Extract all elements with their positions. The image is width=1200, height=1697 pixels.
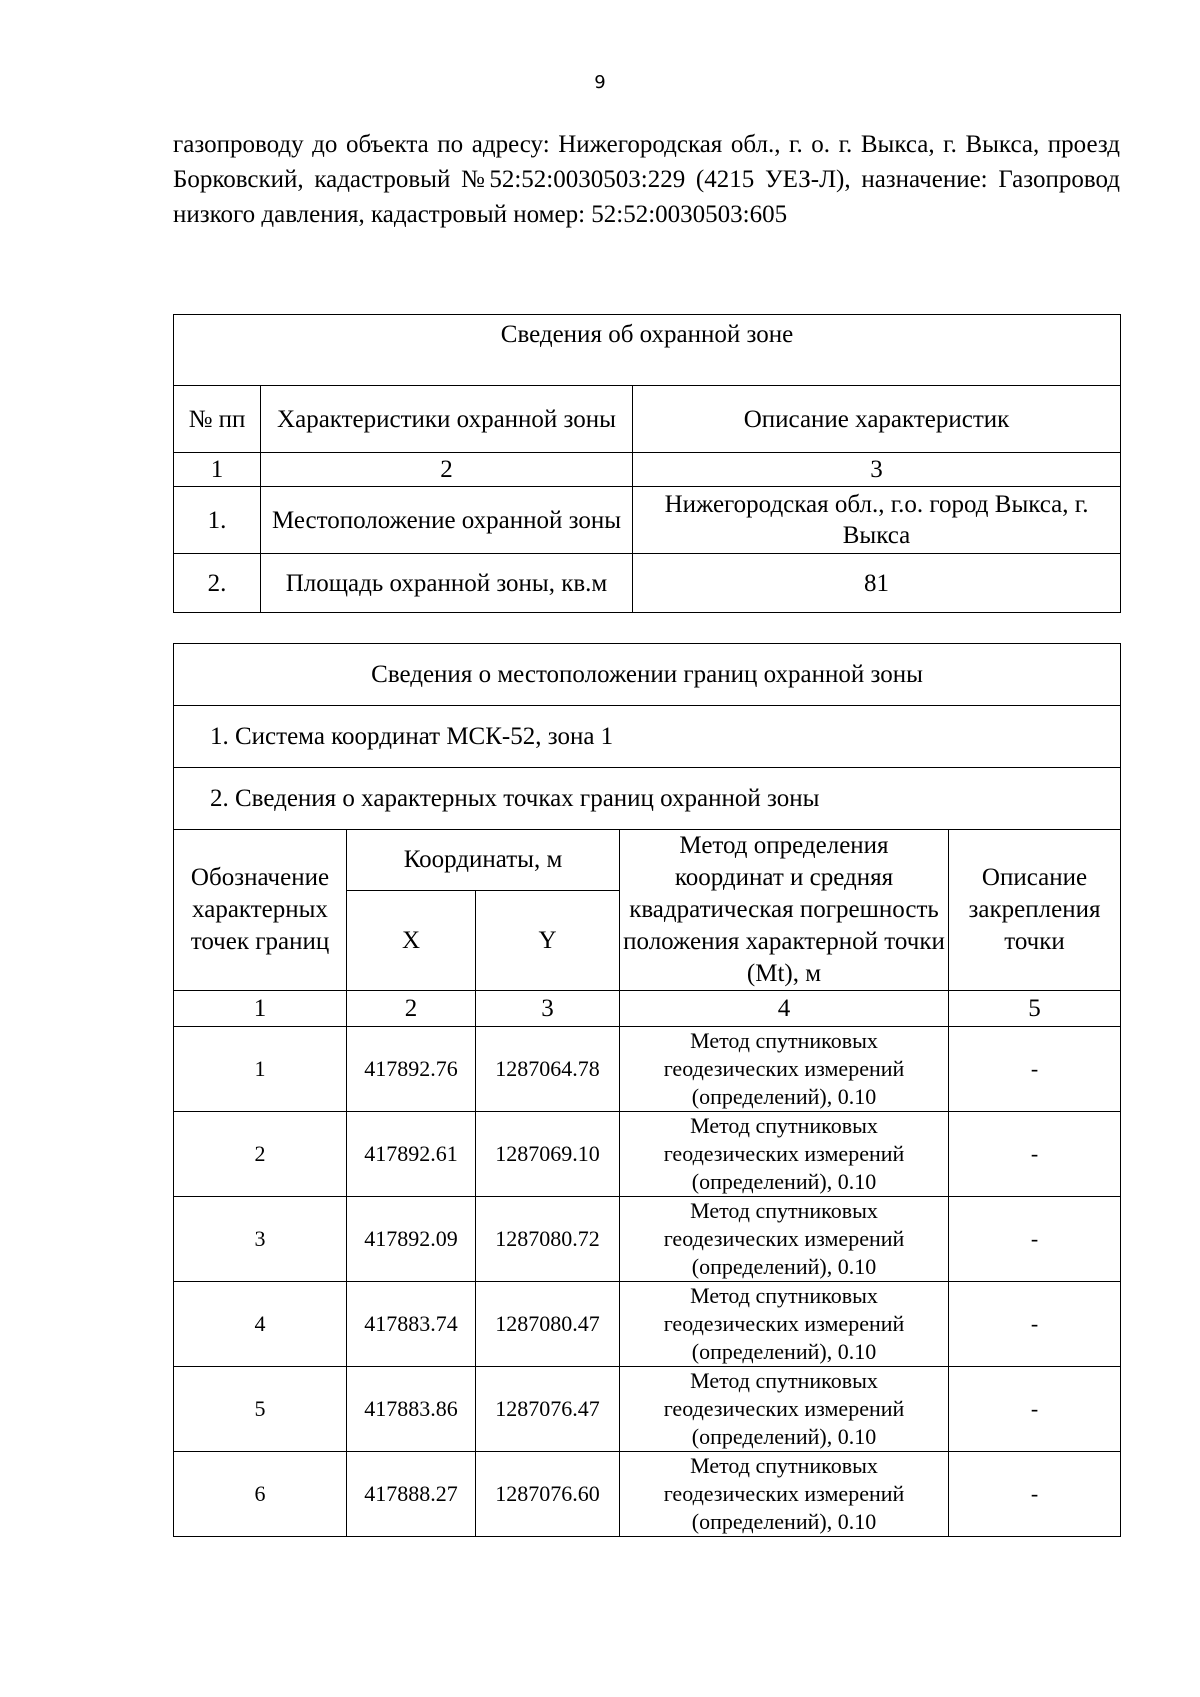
table-row bbox=[174, 1367, 1121, 1452]
intro-line: газопроводу до объекта по адресу: Нижегородская обл., г. о. г. Выкса, г. Выкса, bbox=[173, 131, 1040, 158]
table-row bbox=[174, 1027, 1121, 1112]
point-method: Метод спутниковых геодезических измерений (определений), 0.10 bbox=[620, 1367, 949, 1452]
point-fixing: - bbox=[949, 1452, 1121, 1537]
point-fixing: - bbox=[949, 1367, 1121, 1452]
point-method: Метод спутниковых геодезических измерений (определений), 0.10 bbox=[620, 1027, 949, 1112]
points-title: 2. Сведения о характерных точках границ охранной зоны bbox=[174, 768, 1121, 830]
table-row bbox=[174, 1112, 1121, 1197]
point-number: 2 bbox=[174, 1112, 347, 1197]
point-x: 417888.27 bbox=[347, 1452, 476, 1537]
table-row bbox=[174, 1197, 1121, 1282]
column-number: 1 bbox=[174, 453, 261, 487]
intro-line: проезд Борковский, кадастровый №52:52:0030503:229 (4215 УЕЗ-Л), bbox=[173, 131, 1121, 193]
column-number: 3 bbox=[633, 453, 1121, 487]
point-x: 417892.61 bbox=[347, 1112, 476, 1197]
table-row bbox=[174, 1452, 1121, 1537]
point-x: 417883.86 bbox=[347, 1367, 476, 1452]
header-fixing: Описание закрепления точки bbox=[949, 830, 1121, 991]
point-number: 5 bbox=[174, 1367, 347, 1452]
intro-line: назначение: Газопровод низкого давления, кадастровый номер: bbox=[173, 166, 1120, 228]
point-method: Метод спутниковых геодезических измерений (определений), 0.10 bbox=[620, 1197, 949, 1282]
boundary-table bbox=[173, 643, 1121, 1537]
intro-paragraph bbox=[173, 127, 1120, 232]
point-number: 6 bbox=[174, 1452, 347, 1537]
point-fixing: - bbox=[949, 1282, 1121, 1367]
point-number: 4 bbox=[174, 1282, 347, 1367]
point-y: 1287080.47 bbox=[476, 1282, 620, 1367]
point-number: 3 bbox=[174, 1197, 347, 1282]
point-y: 1287076.47 bbox=[476, 1367, 620, 1452]
point-y: 1287069.10 bbox=[476, 1112, 620, 1197]
header-number: № пп bbox=[174, 386, 261, 453]
header-y: Y bbox=[476, 891, 620, 991]
point-x: 417892.09 bbox=[347, 1197, 476, 1282]
boundary-table-title: Сведения о местоположении границ охранной зоны bbox=[174, 644, 1121, 706]
point-fixing: - bbox=[949, 1027, 1121, 1112]
row-description: 81 bbox=[633, 554, 1121, 613]
row-number: 1. bbox=[174, 487, 261, 554]
coordinate-system: 1. Система координат МСК-52, зона 1 bbox=[174, 706, 1121, 768]
header-coordinates: Координаты, м bbox=[347, 830, 620, 891]
table-row bbox=[174, 1282, 1121, 1367]
intro-line: 52:52:0030503:605 bbox=[591, 201, 788, 228]
header-characteristic: Характеристики охранной зоны bbox=[261, 386, 633, 453]
point-number: 1 bbox=[174, 1027, 347, 1112]
page-number: 9 bbox=[594, 72, 606, 93]
header-method: Метод определения координат и средняя квадратическая погрешность положения характерной точки (Mt), м bbox=[620, 830, 949, 991]
table-row bbox=[174, 554, 1121, 613]
point-fixing: - bbox=[949, 1112, 1121, 1197]
point-method: Метод спутниковых геодезических измерений (определений), 0.10 bbox=[620, 1452, 949, 1537]
point-method: Метод спутниковых геодезических измерений (определений), 0.10 bbox=[620, 1282, 949, 1367]
header-designation: Обозначение характерных точек границ bbox=[174, 830, 347, 991]
point-x: 417883.74 bbox=[347, 1282, 476, 1367]
column-number: 1 bbox=[174, 991, 347, 1027]
point-y: 1287064.78 bbox=[476, 1027, 620, 1112]
point-method: Метод спутниковых геодезических измерений (определений), 0.10 bbox=[620, 1112, 949, 1197]
column-number: 2 bbox=[347, 991, 476, 1027]
header-x: X bbox=[347, 891, 476, 991]
row-description: Нижегородская обл., г.о. город Выкса, г. Выкса bbox=[633, 487, 1121, 554]
row-characteristic: Площадь охранной зоны, кв.м bbox=[261, 554, 633, 613]
header-description: Описание характеристик bbox=[633, 386, 1121, 453]
table-row bbox=[174, 487, 1121, 554]
point-y: 1287076.60 bbox=[476, 1452, 620, 1537]
row-number: 2. bbox=[174, 554, 261, 613]
point-x: 417892.76 bbox=[347, 1027, 476, 1112]
protection-zone-table bbox=[173, 314, 1121, 613]
point-fixing: - bbox=[949, 1197, 1121, 1282]
point-y: 1287080.72 bbox=[476, 1197, 620, 1282]
column-number: 5 bbox=[949, 991, 1121, 1027]
zone-table-title: Сведения об охранной зоне bbox=[174, 315, 1121, 386]
row-characteristic: Местоположение охранной зоны bbox=[261, 487, 633, 554]
column-number: 4 bbox=[620, 991, 949, 1027]
column-number: 3 bbox=[476, 991, 620, 1027]
column-number: 2 bbox=[261, 453, 633, 487]
